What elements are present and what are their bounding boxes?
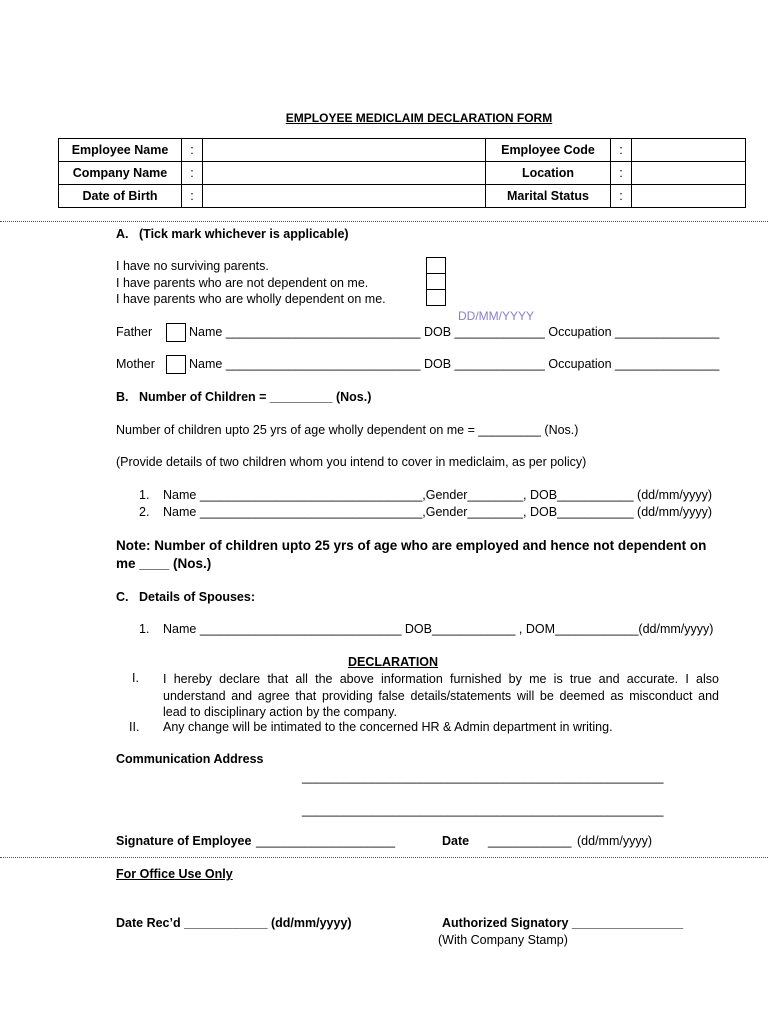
date-format: (dd/mm/yyyy) (577, 834, 652, 848)
colon: : (611, 185, 632, 208)
authorized-signatory-field[interactable]: Authorized Signatory ________________ (442, 916, 684, 930)
mother-label: Mother (116, 357, 155, 371)
employed-children-note: Note: Number of children upto 25 yrs of age who are employed and hence not dependent on me ____ (Nos.) (116, 538, 707, 571)
father-checkbox[interactable] (166, 323, 186, 342)
employee-name-label: Employee Name (59, 139, 182, 162)
date-label: Date (442, 834, 470, 848)
child-1-fields[interactable]: Name ________________________________,Gender________, DOB___________ (dd/mm/yyyy) (163, 488, 713, 502)
date-of-birth-label: Date of Birth (59, 185, 182, 208)
mother-checkbox[interactable] (166, 355, 186, 374)
marital-status-field[interactable] (632, 185, 746, 208)
company-stamp-note: (With Company Stamp) (438, 933, 568, 947)
section-c-number: C. (116, 590, 129, 604)
dependent-children-line[interactable]: Number of children upto 25 yrs of age wholly dependent on me = _________ (Nos.) (116, 423, 579, 437)
employee-info-table (58, 138, 746, 208)
father-fields[interactable]: Name ____________________________ DOB _____________ Occupation _______________ (189, 325, 720, 339)
checkbox-no-parents[interactable] (426, 257, 446, 274)
declaration-heading: DECLARATION (348, 655, 439, 669)
colon: : (182, 162, 203, 185)
signature-label: Signature of Employee (116, 834, 252, 848)
spouse-number: 1. (139, 622, 150, 636)
employee-name-field[interactable] (203, 139, 486, 162)
declaration-item-1-number: I. (132, 671, 139, 685)
marital-status-label: Marital Status (486, 185, 611, 208)
father-label: Father (116, 325, 153, 339)
section-a-heading: (Tick mark whichever is applicable) (139, 227, 349, 241)
office-use-divider (0, 857, 768, 858)
location-field[interactable] (632, 162, 746, 185)
option-parents-dependent: I have parents who are wholly dependent on me. (116, 292, 386, 306)
office-use-heading: For Office Use Only (116, 867, 233, 881)
address-line-2[interactable]: ____________________________________________________ (302, 803, 664, 817)
signature-line[interactable]: ____________________ (256, 834, 396, 848)
section-a-number: A. (116, 227, 129, 241)
communication-address-label: Communication Address (116, 752, 264, 766)
provide-details-line: (Provide details of two children whom you intend to cover in mediclaim, as per policy) (116, 455, 587, 469)
checkbox-parents-dependent[interactable] (426, 289, 446, 306)
colon: : (182, 185, 203, 208)
page-break-divider (0, 221, 768, 222)
option-no-parents: I have no surviving parents. (116, 259, 269, 273)
spouse-fields[interactable]: Name _____________________________ DOB____________ , DOM____________(dd/mm/yyyy) (163, 622, 714, 636)
mother-fields[interactable]: Name ____________________________ DOB _____________ Occupation _______________ (189, 357, 720, 371)
child-1-number: 1. (139, 488, 150, 502)
date-format-hint: DD/MM/YYYY (458, 309, 535, 323)
declaration-item-1-text: I hereby declare that all the above information furnished by me is true and accurate. I also understand and agree that providing false details/statements will be deemed as misconduct and lead to disciplinary action by the company. (163, 672, 719, 719)
declaration-item-2-text: Any change will be intimated to the concerned HR & Admin department in writing. (163, 720, 613, 734)
child-2-fields[interactable]: Name ________________________________,Gender________, DOB___________ (dd/mm/yyyy) (163, 505, 713, 519)
date-received-field[interactable]: Date Rec’d ____________ (dd/mm/yyyy) (116, 916, 352, 930)
date-of-birth-field[interactable] (203, 185, 486, 208)
section-b-number: B. (116, 390, 129, 404)
checkbox-parents-not-dependent[interactable] (426, 273, 446, 290)
table-row (59, 162, 746, 185)
employee-code-label: Employee Code (486, 139, 611, 162)
form-title: EMPLOYEE MEDICLAIM DECLARATION FORM (285, 111, 553, 125)
colon: : (182, 139, 203, 162)
section-c-heading: Details of Spouses: (139, 590, 255, 604)
table-row (59, 185, 746, 208)
date-line[interactable]: ____________ (488, 834, 572, 848)
option-parents-not-dependent: I have parents who are not dependent on me. (116, 276, 369, 290)
address-line-1[interactable]: ____________________________________________________ (302, 770, 664, 784)
company-name-label: Company Name (59, 162, 182, 185)
child-2-number: 2. (139, 505, 150, 519)
company-name-field[interactable] (203, 162, 486, 185)
section-b-heading[interactable]: Number of Children = _________ (Nos.) (139, 390, 372, 404)
table-row (59, 139, 746, 162)
colon: : (611, 139, 632, 162)
colon: : (611, 162, 632, 185)
employee-code-field[interactable] (632, 139, 746, 162)
declaration-item-2-number: II. (129, 720, 140, 734)
location-label: Location (486, 162, 611, 185)
